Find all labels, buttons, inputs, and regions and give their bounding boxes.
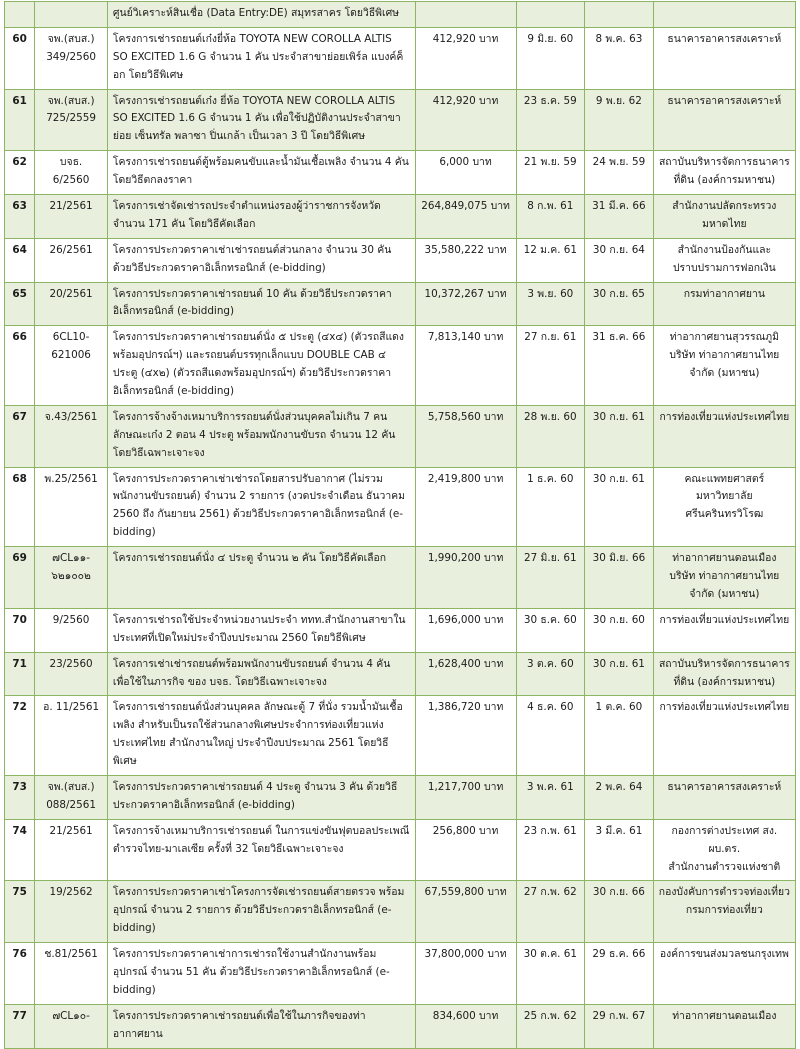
end-date: 30 ก.ย. 61 xyxy=(585,652,654,696)
end-date: 30 ก.ย. 61 xyxy=(585,405,654,467)
project-description: โครงการประกวดราคาเช่ารถยนต์เพื่อใช้ในภารกิจของท่าอากาศยาน xyxy=(107,1004,415,1048)
start-date: 12 ม.ค. 61 xyxy=(516,238,585,282)
agency-name-line: กรมการท่องเที่ยว xyxy=(685,904,763,917)
agency-name-line: จำกัด (มหาชน) xyxy=(689,367,760,380)
contract-ref-line: 20/2561 xyxy=(49,287,93,300)
end-date: 30 ก.ย. 61 xyxy=(585,467,654,547)
row-number: 61 xyxy=(5,89,35,151)
row-number: 74 xyxy=(5,819,35,881)
start-date: 4 ธ.ค. 60 xyxy=(516,696,585,776)
row-number: 64 xyxy=(5,238,35,282)
agency-name-line: บริษัท ท่าอากาศยานไทย xyxy=(669,570,780,583)
end-date xyxy=(585,2,654,28)
row-number: 69 xyxy=(5,547,35,609)
agency-name xyxy=(653,652,795,696)
row-number: 66 xyxy=(5,326,35,406)
table-row xyxy=(5,467,796,547)
contract-amount: 67,559,800 บาท xyxy=(415,881,516,943)
agency-name xyxy=(653,195,795,239)
contract-ref-line: 621006 xyxy=(51,349,91,362)
start-date xyxy=(516,2,585,28)
contract-ref-line: 26/2561 xyxy=(49,243,93,256)
contract-ref xyxy=(35,151,108,195)
end-date: 29 ก.พ. 67 xyxy=(585,1004,654,1048)
row-number: 60 xyxy=(5,27,35,89)
contract-amount: 1,990,200 บาท xyxy=(415,547,516,609)
agency-name xyxy=(653,547,795,609)
start-date: 9 มิ.ย. 60 xyxy=(516,27,585,89)
contract-ref-line: 23/2560 xyxy=(49,657,93,670)
agency-name-line: ท่าอากาศยานสุวรรณภูมิ xyxy=(669,331,779,344)
table-row xyxy=(5,696,796,776)
table-body xyxy=(5,2,796,1049)
start-date: 27 ก.ย. 61 xyxy=(516,326,585,406)
contract-ref-line: 088/2561 xyxy=(46,798,96,811)
table-row xyxy=(5,652,796,696)
project-description: โครงการเช่ารถใช้ประจำหน่วยงานประจำ ททท.สำนักงานสาขาในประเทศที่เปิดใหม่ประจำปีงบประมาณ 2560 โดยวิธีพิเศษ xyxy=(107,608,415,652)
row-number: 65 xyxy=(5,282,35,326)
start-date: 1 ธ.ค. 60 xyxy=(516,467,585,547)
end-date: 2 พ.ค. 64 xyxy=(585,775,654,819)
agency-name-line: ท่าอากาศยานดอนเมือง xyxy=(672,552,777,565)
contract-amount: 2,419,800 บาท xyxy=(415,467,516,547)
agency-name xyxy=(653,608,795,652)
agency-name xyxy=(653,696,795,776)
agency-name-line: ปราบปรามการฟอกเงิน xyxy=(672,261,776,274)
table-row xyxy=(5,238,796,282)
row-number: 67 xyxy=(5,405,35,467)
agency-name xyxy=(653,819,795,881)
project-description: โครงการเช่ารถยนต์นั่งส่วนบุคคล ลักษณะตู้ 7 ที่นั่ง รวมน้ำมันเชื้อเพลิง สำหรับเป็นรถใช้ส่วนกลางพิเศษประจำการท่องเที่ยวแห่งประเทศไทย สำนักงานใหญ่ ประจำปีงบประมาณ 2561 โดยวิธีพิเศษ xyxy=(107,696,415,776)
agency-name xyxy=(653,89,795,151)
end-date: 30 ก.ย. 66 xyxy=(585,881,654,943)
table-row xyxy=(5,608,796,652)
contract-amount xyxy=(415,2,516,28)
procurement-table xyxy=(4,1,796,1049)
agency-name-line: กรมท่าอากาศยาน xyxy=(683,287,765,300)
agency-name-line: สำนักงานปลัดกระทรวง xyxy=(672,200,777,213)
contract-ref-line: ๖๒๑๐๐๒ xyxy=(51,570,91,583)
end-date: 24 พ.ย. 59 xyxy=(585,151,654,195)
contract-amount: 412,920 บาท xyxy=(415,27,516,89)
project-description: โครงการประกวดราคาเช่าโครงการจัดเช่ารถยนต์สายตรวจ พร้อมอุปกรณ์ จำนวน 2 รายการ ด้วยวิธีประกวดราอิเล็กทรอนิกส์ (e-bidding) xyxy=(107,881,415,943)
row-number: 76 xyxy=(5,943,35,1005)
row-number: 68 xyxy=(5,467,35,547)
row-number: 63 xyxy=(5,195,35,239)
contract-ref-line: พ.25/2561 xyxy=(44,472,98,485)
agency-name xyxy=(653,238,795,282)
contract-amount: 6,000 บาท xyxy=(415,151,516,195)
contract-ref-line: ๗CL๑๐- xyxy=(52,1009,90,1022)
agency-name-line: คณะแพทยศาสตร์ xyxy=(684,472,765,485)
contract-amount: 412,920 บาท xyxy=(415,89,516,151)
contract-ref xyxy=(35,27,108,89)
end-date: 30 ก.ย. 60 xyxy=(585,608,654,652)
agency-name-line: บริษัท ท่าอากาศยานไทย xyxy=(669,349,780,362)
contract-ref xyxy=(35,608,108,652)
contract-amount: 37,800,000 บาท xyxy=(415,943,516,1005)
agency-name xyxy=(653,27,795,89)
contract-ref xyxy=(35,819,108,881)
row-number xyxy=(5,2,35,28)
contract-ref xyxy=(35,547,108,609)
agency-name-line: ที่ดิน (องค์การมหาชน) xyxy=(673,675,776,688)
contract-ref-line: 19/2562 xyxy=(49,886,93,899)
contract-amount: 256,800 บาท xyxy=(415,819,516,881)
end-date: 30 ก.ย. 64 xyxy=(585,238,654,282)
start-date: 3 ต.ค. 60 xyxy=(516,652,585,696)
project-description: โครงการจ้างเหมาบริการเช่ารถยนต์ ในการแข่งขันฟุตบอลประเพณีตำรวจไทย-มาเลเซีย ครั้งที่ 32 โดยวิธีเฉพาะเจาะจง xyxy=(107,819,415,881)
row-number: 71 xyxy=(5,652,35,696)
start-date: 3 พ.ย. 60 xyxy=(516,282,585,326)
agency-name xyxy=(653,2,795,28)
project-description: โครงการประกวดราคาเช่ารถยนต์นั่ง ๕ ประตู (๔x๔) (ตัวรถสีแดงพร้อมอุปกรณ์ฯ) และรถยนต์บรรทุกเล็กแบบ DOUBLE CAB ๔ ประตู (๔x๒) (ตัวรถสีแดงพร้อมอุปกรณ์ฯ) ด้วยวิธีประกวดราคาอิเล็กทรอนิกส์ (e-bidding) xyxy=(107,326,415,406)
project-description: โครงการเช่ารถยนต์เก๋ง ยี่ห้อ TOYOTA NEW COROLLA ALTIS SO EXCITED 1.6 G จำนวน 1 คัน เพื่อใช้ปฏิบัติงานประจำสาขาย่อย เซ็นทรัล พลาซา ปิ่นเกล้า เป็นเวลา 3 ปี โดยวิธีพิเศษ xyxy=(107,89,415,151)
agency-name xyxy=(653,467,795,547)
project-description: โครงการประกวดราคาเช่าเช่ารถโดยสารปรับอากาศ (ไม่รวมพนักงานขับรถยนต์) จำนวน 2 รายการ (งวดประจำเดือน ธันวาคม 2560 ถึง กันยายน 2561) ด้วยวิธีประกวดราคาอิเล็กทรอนิกส์ (e-bidding) xyxy=(107,467,415,547)
start-date: 8 ก.พ. 61 xyxy=(516,195,585,239)
contract-amount: 5,758,560 บาท xyxy=(415,405,516,467)
agency-name-line: มหาดไทย xyxy=(702,217,747,230)
table-row xyxy=(5,195,796,239)
agency-name-line: สำนักงานตำรวจแห่งชาติ xyxy=(668,860,781,873)
project-description: โครงการประกวดราคาเช่าเช่ารถยนต์ส่วนกลาง จำนวน 30 คัน ด้วยวิธีประกวดราคาอิเล็กทรอนิกส์ (e-bidding) xyxy=(107,238,415,282)
project-description: โครงการจ้างจ้างเหมาบริการรถยนต์นั่งส่วนบุคคลไม่เกิน 7 คน ลักษณะเก๋ง 2 ตอน 4 ประตู พร้อมพนักงานขับรถ จำนวน 12 คัน โดยวิธีเฉพาะเจาะจง xyxy=(107,405,415,467)
table-row xyxy=(5,282,796,326)
contract-ref-line: ๗CL๑๑- xyxy=(52,552,90,565)
contract-ref xyxy=(35,467,108,547)
contract-amount: 1,696,000 บาท xyxy=(415,608,516,652)
end-date: 30 มิ.ย. 66 xyxy=(585,547,654,609)
agency-name-line: ธนาคารอาคารสงเคราะห์ xyxy=(667,32,782,45)
table-row xyxy=(5,1004,796,1048)
contract-amount: 1,628,400 บาท xyxy=(415,652,516,696)
contract-ref-line: 21/2561 xyxy=(49,200,93,213)
contract-ref xyxy=(35,775,108,819)
contract-ref-line: ช.81/2561 xyxy=(44,948,98,961)
table-row xyxy=(5,405,796,467)
contract-ref-line: จพ.(สบส.) xyxy=(47,32,95,45)
agency-name-line: องค์การขนส่งมวลชนกรุงเทพ xyxy=(659,948,789,961)
contract-amount: 10,372,267 บาท xyxy=(415,282,516,326)
end-date: 30 ก.ย. 65 xyxy=(585,282,654,326)
agency-name xyxy=(653,405,795,467)
table-row xyxy=(5,89,796,151)
contract-ref-line: 725/2559 xyxy=(46,112,96,125)
contract-ref xyxy=(35,696,108,776)
contract-ref xyxy=(35,195,108,239)
end-date: 31 มี.ค. 66 xyxy=(585,195,654,239)
contract-ref xyxy=(35,238,108,282)
agency-name-line: สำนักงานป้องกันและ xyxy=(677,243,772,256)
contract-ref xyxy=(35,881,108,943)
table-row xyxy=(5,819,796,881)
document-page xyxy=(0,1,800,1040)
contract-ref-line: 6/2560 xyxy=(52,174,90,187)
agency-name-line: สถาบันบริหารจัดการธนาคาร xyxy=(658,156,790,169)
contract-ref-line: 349/2560 xyxy=(46,50,96,63)
agency-name-line: ที่ดิน (องค์การมหาชน) xyxy=(673,174,776,187)
project-description: โครงการเช่ารถยนต์ตู้พร้อมคนขับและน้ำมันเชื้อเพลิง จำนวน 4 คัน โดยวิธีตกลงราคา xyxy=(107,151,415,195)
project-description: โครงการประกวดราคาเช่ารถยนต์ 4 ประตู จำนวน 3 คัน ด้วยวิธีประกวดราคาอิเล็กทรอนิกส์ (e-bidding) xyxy=(107,775,415,819)
agency-name xyxy=(653,282,795,326)
agency-name-line: การท่องเที่ยวแห่งประเทศไทย xyxy=(659,613,790,626)
row-number: 70 xyxy=(5,608,35,652)
contract-ref xyxy=(35,2,108,28)
row-number: 62 xyxy=(5,151,35,195)
agency-name xyxy=(653,1004,795,1048)
project-description: โครงการเช่ารถยนต์เก๋งยี่ห้อ TOYOTA NEW COROLLA ALTIS SO EXCITED 1.6 G จำนวน 1 คัน ประจำสาขาย่อยเพิร์ล แบงค์ค็อก โดยวิธีพิเศษ xyxy=(107,27,415,89)
start-date: 25 ก.พ. 62 xyxy=(516,1004,585,1048)
agency-name-line: กองบังคับการตำรวจท่องเที่ยว xyxy=(658,886,790,899)
end-date: 8 พ.ค. 63 xyxy=(585,27,654,89)
contract-ref-line: 21/2561 xyxy=(49,824,93,837)
end-date: 9 พ.ย. 62 xyxy=(585,89,654,151)
agency-name xyxy=(653,151,795,195)
end-date: 3 มี.ค. 61 xyxy=(585,819,654,881)
contract-ref-line: จพ.(สบส.) xyxy=(47,780,95,793)
start-date: 27 ก.พ. 62 xyxy=(516,881,585,943)
row-number: 75 xyxy=(5,881,35,943)
row-number: 77 xyxy=(5,1004,35,1048)
agency-name-line: ธนาคารอาคารสงเคราะห์ xyxy=(667,780,782,793)
contract-ref xyxy=(35,943,108,1005)
row-number: 73 xyxy=(5,775,35,819)
table-row xyxy=(5,547,796,609)
agency-name-line: กองการต่างประเทศ สง. xyxy=(671,824,778,837)
table-row xyxy=(5,775,796,819)
table-row xyxy=(5,27,796,89)
contract-ref xyxy=(35,405,108,467)
end-date: 31 ธ.ค. 66 xyxy=(585,326,654,406)
contract-amount: 7,813,140 บาท xyxy=(415,326,516,406)
contract-ref xyxy=(35,652,108,696)
agency-name-line: จำกัด (มหาชน) xyxy=(689,587,760,600)
agency-name xyxy=(653,943,795,1005)
project-description: โครงการประกวดราคาเช่าการเช่ารถใช้งานสำนักงานพร้อมอุปกรณ์ จำนวน 51 คัน ด้วยวิธีประกวดราคาอิเล็กทรอนิกส์ (e-bidding) xyxy=(107,943,415,1005)
agency-name-line: ผบ.ตร. xyxy=(708,842,741,855)
start-date: 21 พ.ย. 59 xyxy=(516,151,585,195)
contract-ref xyxy=(35,89,108,151)
table-row xyxy=(5,326,796,406)
contract-amount: 1,217,700 บาท xyxy=(415,775,516,819)
table-row xyxy=(5,943,796,1005)
contract-ref xyxy=(35,326,108,406)
contract-ref xyxy=(35,282,108,326)
agency-name-line: สถาบันบริหารจัดการธนาคาร xyxy=(658,657,790,670)
continuation-row xyxy=(5,2,796,28)
start-date: 27 มิ.ย. 61 xyxy=(516,547,585,609)
contract-amount: 1,386,720 บาท xyxy=(415,696,516,776)
agency-name xyxy=(653,775,795,819)
table-row xyxy=(5,881,796,943)
start-date: 23 ธ.ค. 59 xyxy=(516,89,585,151)
start-date: 28 พ.ย. 60 xyxy=(516,405,585,467)
start-date: 30 ต.ค. 61 xyxy=(516,943,585,1005)
project-description: โครงการเช่ารถยนต์นั่ง ๔ ประตู จำนวน ๒ คัน โดยวิธีคัดเลือก xyxy=(107,547,415,609)
agency-name-line: การท่องเที่ยวแห่งประเทศไทย xyxy=(659,701,790,714)
agency-name-line: มหาวิทยาลัยศรีนครินทรวิโรฒ xyxy=(685,490,764,521)
row-number: 72 xyxy=(5,696,35,776)
contract-ref-line: บจธ. xyxy=(59,156,83,169)
start-date: 23 ก.พ. 61 xyxy=(516,819,585,881)
project-description: ศูนย์วิเคราะห์สินเชื่อ (Data Entry:DE) สมุทรสาคร โดยวิธีพิเศษ xyxy=(107,2,415,28)
agency-name xyxy=(653,881,795,943)
project-description: โครงการเช่าจัดเช่ารถประจำตำแหน่งรองผู้ว่าราชการจังหวัด จำนวน 171 คัน โดยวิธีคัดเลือก xyxy=(107,195,415,239)
contract-ref xyxy=(35,1004,108,1048)
start-date: 30 ธ.ค. 60 xyxy=(516,608,585,652)
table-row xyxy=(5,151,796,195)
end-date: 1 ต.ค. 60 xyxy=(585,696,654,776)
agency-name xyxy=(653,326,795,406)
agency-name-line: ท่าอากาศยานดอนเมือง xyxy=(672,1009,777,1022)
project-description: โครงการประกวดราคาเช่ารถยนต์ 10 คัน ด้วยวิธีประกวดราคาอิเล็กทรอนิกส์ (e-bidding) xyxy=(107,282,415,326)
contract-ref-line: จ.43/2561 xyxy=(44,410,98,423)
contract-ref-line: อ. 11/2561 xyxy=(43,701,100,714)
agency-name-line: ธนาคารอาคารสงเคราะห์ xyxy=(667,94,782,107)
contract-amount: 35,580,222 บาท xyxy=(415,238,516,282)
project-description: โครงการเช่าเช่ารถยนต์พร้อมพนักงานขับรถยนต์ จำนวน 4 คัน เพื่อใช้ในภารกิจ ของ บจธ. โดยวิธีเฉพาะเจาะจง xyxy=(107,652,415,696)
contract-ref-line: จพ.(สบส.) xyxy=(47,94,95,107)
end-date: 29 ธ.ค. 66 xyxy=(585,943,654,1005)
contract-ref-line: 6CL10- xyxy=(52,331,90,344)
start-date: 3 พ.ค. 61 xyxy=(516,775,585,819)
contract-ref-line: 9/2560 xyxy=(52,613,90,626)
contract-amount: 834,600 บาท xyxy=(415,1004,516,1048)
contract-amount: 264,849,075 บาท xyxy=(415,195,516,239)
agency-name-line: การท่องเที่ยวแห่งประเทศไทย xyxy=(659,410,790,423)
